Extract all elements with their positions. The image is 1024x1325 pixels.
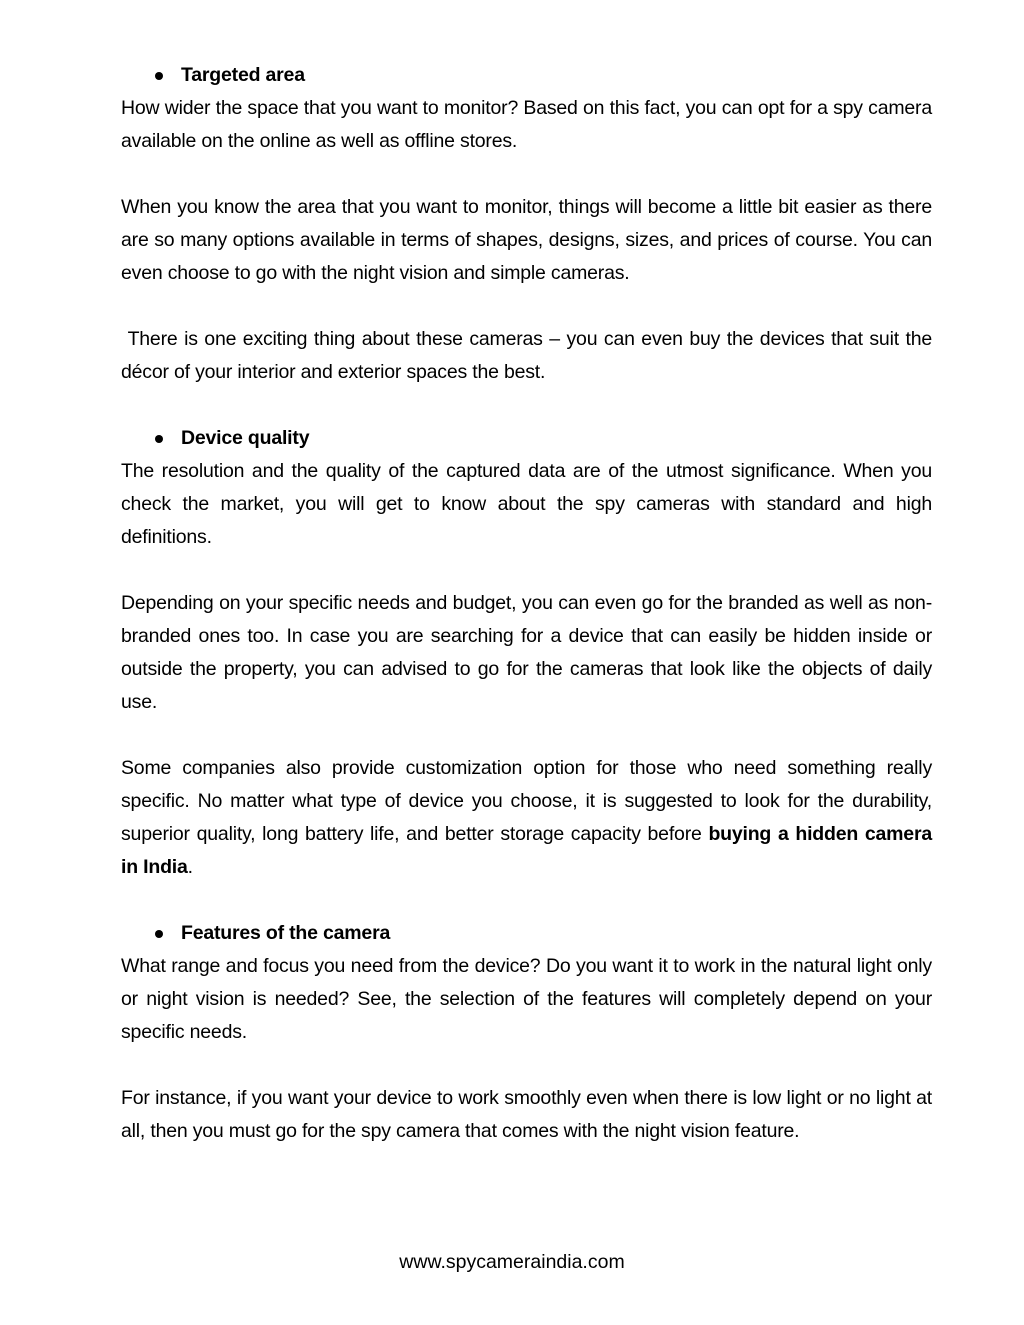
section-heading-features [121,917,932,950]
section-heading-device-quality [121,422,932,455]
bullet-icon [155,435,163,443]
paragraph: For instance, if you want your device to work smoothly even when there is low light or no light at all, then you must go for the spy camera that comes with the night vision feature. [121,1087,932,1142]
heading-text: Features of the camera [181,922,391,944]
bold-phrase: buying a hidden camera in India [121,823,932,878]
paragraph: When you know the area that you want to monitor, things will become a little bit easier as there are so many options available in terms of shapes, designs, sizes, and prices of course. You can even choose to go with the night vision and simple cameras. [121,196,932,284]
heading-text: Device quality [181,427,310,449]
paragraph-end: . [187,856,193,878]
paragraph: Depending on your specific needs and budget, you can even go for the branded as well as non-branded ones too. In case you are searching for a device that can easily be hidden inside or outside the property, you can advised to go for the cameras that look like the objects of daily use. [121,592,932,713]
document-page [121,59,938,1181]
paragraph-with-bold [121,752,932,884]
footer-url: www.spycameraindia.com [399,1251,625,1273]
paragraph: How wider the space that you want to monitor? Based on this fact, you can opt for a spy camera available on the online as well as offline stores. [121,97,932,152]
heading-text: Targeted area [181,64,305,86]
paragraph: What range and focus you need from the device? Do you want it to work in the natural light only or night vision is needed? See, the selection of the features will completely depend on your specific needs. [121,955,932,1043]
bullet-icon [155,930,163,938]
paragraph-text: Some companies also provide customization option for those who need something really specific. No matter what type of device you choose, it is suggested to look for the durability, superior quality, long battery life, and better storage capacity before [121,757,932,845]
bullet-icon [155,72,163,80]
paragraph: There is one exciting thing about these cameras – you can even buy the devices that suit the décor of your interior and exterior spaces the best. [121,328,938,383]
section-heading-targeted-area [121,59,932,92]
paragraph: The resolution and the quality of the captured data are of the utmost significance. When you check the market, you will get to know about the spy cameras with standard and high definitions. [121,460,932,548]
